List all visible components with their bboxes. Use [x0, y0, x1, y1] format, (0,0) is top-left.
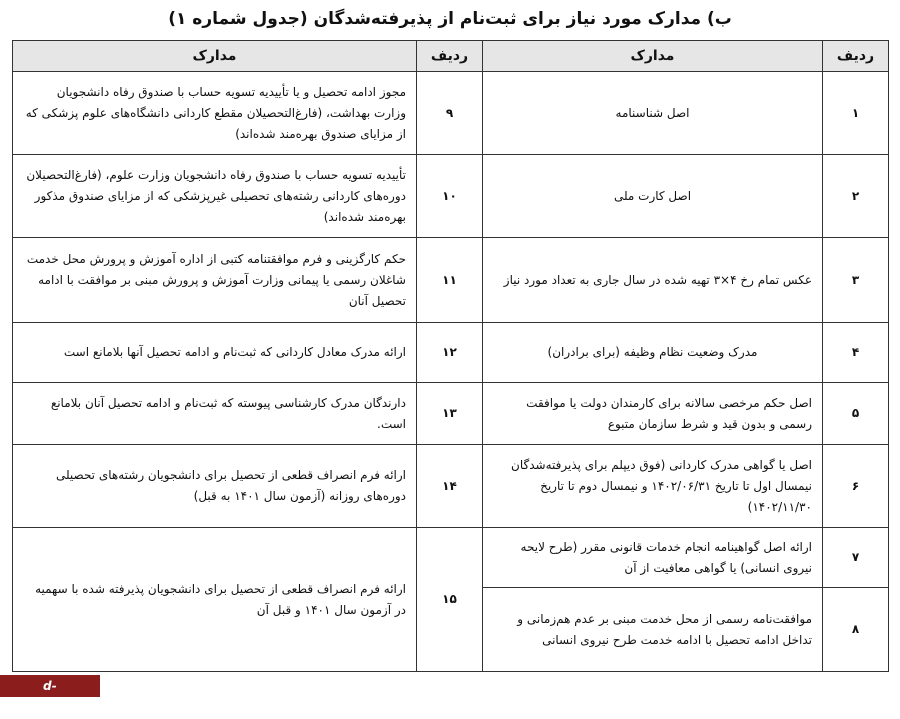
row-number: ۱۲	[417, 323, 483, 383]
site-watermark: d-yazd.tvu.ac.ir	[0, 675, 100, 697]
table-row	[13, 323, 889, 383]
header-row-no-2: ردیف	[417, 41, 483, 72]
document-cell: عکس تمام رخ ۴×۳ تهیه شده در سال جاری به تعداد مورد نیاز	[483, 238, 823, 323]
document-cell: ارائه اصل گواهینامه انجام خدمات قانونی مقرر (طرح لایحه نیروی انسانی) یا گواهی معافیت از آن	[483, 528, 823, 588]
row-number: ۵	[823, 383, 889, 445]
document-cell: اصل یا گواهی مدرک کاردانی (فوق دیپلم برای پذیرفته‌شدگان نیمسال اول تا تاریخ ۱۴۰۲/۰۶/۳۱ و نیمسال دوم تا تاریخ ۱۴۰۲/۱۱/۳۰)	[483, 445, 823, 528]
document-cell: دارندگان مدرک کارشناسی پیوسته که ثبت‌نام و ادامه تحصیل آنان بلامانع است.	[13, 383, 417, 445]
table-row	[13, 72, 889, 155]
document-cell: اصل کارت ملی	[483, 155, 823, 238]
header-row-no: ردیف	[823, 41, 889, 72]
table-row	[13, 445, 889, 528]
row-number: ۴	[823, 323, 889, 383]
document-cell: مدرک وضعیت نظام وظیفه (برای برادران)	[483, 323, 823, 383]
table-row	[13, 528, 889, 588]
row-number: ۳	[823, 238, 889, 323]
documents-table	[12, 40, 889, 672]
row-number: ۱۱	[417, 238, 483, 323]
row-number: ۲	[823, 155, 889, 238]
document-cell: ارائه فرم انصراف قطعی از تحصیل برای دانشجویان رشته‌های تحصیلی دوره‌های روزانه (آزمون سال ۱۴۰۱ به قبل)	[13, 445, 417, 528]
document-cell: موافقت‌نامه رسمی از محل خدمت مبنی بر عدم هم‌زمانی و تداخل ادامه تحصیل با ادامه خدمت طرح نیروی انسانی	[483, 588, 823, 672]
document-cell: اصل حکم مرخصی سالانه برای کارمندان دولت یا موافقت رسمی و بدون قید و شرط سازمان متبوع	[483, 383, 823, 445]
row-number: ۱	[823, 72, 889, 155]
table-row	[13, 155, 889, 238]
document-cell: اصل شناسنامه	[483, 72, 823, 155]
row-number: ۷	[823, 528, 889, 588]
table-title: ب) مدارک مورد نیاز برای ثبت‌نام از پذیرفته‌شدگان (جدول شماره ۱)	[168, 9, 732, 29]
document-cell: تأییدیه تسویه حساب با صندوق رفاه دانشجویان وزارت علوم، (فارغ‌التحصیلان دوره‌های کاردانی رشته‌های تحصیلی غیرپزشکی که از مزایای صندوق مذکور بهره‌مند شده‌اند)	[13, 155, 417, 238]
row-number: ۱۰	[417, 155, 483, 238]
table-header-row	[13, 41, 889, 72]
table-row	[13, 238, 889, 323]
document-cell: مجوز ادامه تحصیل و یا تأییدیه تسویه حساب با صندوق رفاه دانشجویان وزارت بهداشت، (فارغ‌التحصیلان مقطع کاردانی دانشگاه‌های علوم پزشکی که از مزایای صندوق بهره‌مند شده‌اند)	[13, 72, 417, 155]
document-cell: ارائه مدرک معادل کاردانی که ثبت‌نام و ادامه تحصیل آنها بلامانع است	[13, 323, 417, 383]
document-cell: ارائه فرم انصراف قطعی از تحصیل برای دانشجویان پذیرفته شده با سهمیه در آزمون سال ۱۴۰۱ و قبل آن	[13, 528, 417, 672]
row-number: ۶	[823, 445, 889, 528]
row-number: ۱۳	[417, 383, 483, 445]
row-number: ۹	[417, 72, 483, 155]
table-row	[13, 383, 889, 445]
header-documents: مدارک	[483, 41, 823, 72]
row-number: ۱۵	[417, 528, 483, 672]
header-documents-2: مدارک	[13, 41, 417, 72]
document-cell: حکم کارگزینی و فرم موافقتنامه کتبی از اداره آموزش و پرورش محل خدمت شاغلان رسمی یا پیمانی وزارت آموزش و پرورش مبنی بر موافقت با ادامه تحصیل آنان	[13, 238, 417, 323]
row-number: ۱۴	[417, 445, 483, 528]
row-number: ۸	[823, 588, 889, 672]
